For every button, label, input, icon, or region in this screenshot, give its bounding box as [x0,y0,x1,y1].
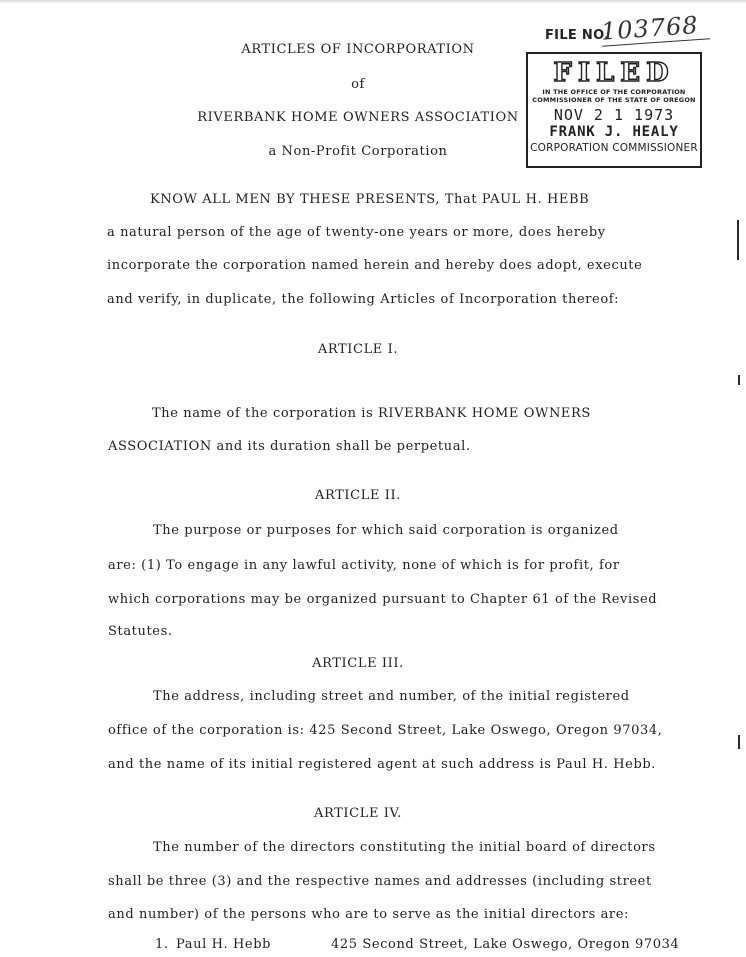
preamble-line-1: KNOW ALL MEN BY THESE PRESENTS, That PAUL H. HEBB [150,192,590,207]
article-2-line-1: The purpose or purposes for which said corporation is organized [153,523,619,538]
preamble-line-4: and verify, in duplicate, the following Articles of Incorporation thereof: [107,292,620,307]
stamp-commissioner-title: CORPORATION COMMISSIONER [530,142,698,154]
scan-mark [737,220,739,260]
scan-mark [738,375,740,385]
filed-stamp [526,52,702,168]
article-4-line-2: shall be three (3) and the respective names and addresses (including street [108,874,652,889]
article-4-heading: ARTICLE IV. [314,806,402,821]
article-3-line-1: The address, including street and number, of the initial registered [153,689,630,704]
article-3-heading: ARTICLE III. [312,656,404,671]
article-2-line-4: Statutes. [108,624,173,639]
director-number: 1. [155,937,169,952]
article-1-line-1: The name of the corporation is RIVERBANK HOME OWNERS [152,406,591,421]
preamble-line-2: a natural person of the age of twenty-one years or more, does hereby [107,225,606,240]
stamp-office-line1: IN THE OFFICE OF THE CORPORATION [542,88,686,96]
header-subtitle: a Non-Profit Corporation [268,144,448,159]
director-name: Paul H. Hebb [176,937,272,952]
stamp-commissioner-name: FRANK J. HEALY [549,124,679,140]
stamp-date: NOV 2 1 1973 [553,106,675,124]
article-2-line-3: which corporations may be organized pursuant to Chapter 61 of the Revised [108,592,658,607]
header-of: of [351,77,365,92]
article-4-line-1: The number of the directors constituting the initial board of directors [153,840,656,855]
file-number-label: FILE NO. [545,28,610,43]
director-address: 425 Second Street, Lake Oswego, Oregon 97034 [331,937,680,952]
document-title: ARTICLES OF INCORPORATION [241,42,475,57]
scan-mark [738,735,740,749]
page-top-edge [0,0,746,4]
article-4-line-3: and number) of the persons who are to serve as the initial directors are: [108,907,630,922]
article-1-heading: ARTICLE I. [317,342,399,357]
stamp-office-line2: COMMISSIONER OF THE STATE OF OREGON [532,96,696,104]
article-3-line-3: and the name of its initial registered agent at such address is Paul H. Hebb. [108,757,657,772]
article-3-line-2: office of the corporation is: 425 Second Street, Lake Oswego, Oregon 97034, [108,723,663,738]
article-2-heading: ARTICLE II. [315,488,401,503]
preamble-line-3: incorporate the corporation named herein and hereby does adopt, execute [107,258,643,273]
association-name: RIVERBANK HOME OWNERS ASSOCIATION [197,110,519,125]
stamp-filed-word: FILED [553,58,675,88]
file-number-handwritten: 103768 [600,10,710,46]
article-2-line-2: are: (1) To engage in any lawful activity, none of which is for profit, for [108,558,620,573]
article-1-line-2: ASSOCIATION and its duration shall be perpetual. [108,439,471,454]
